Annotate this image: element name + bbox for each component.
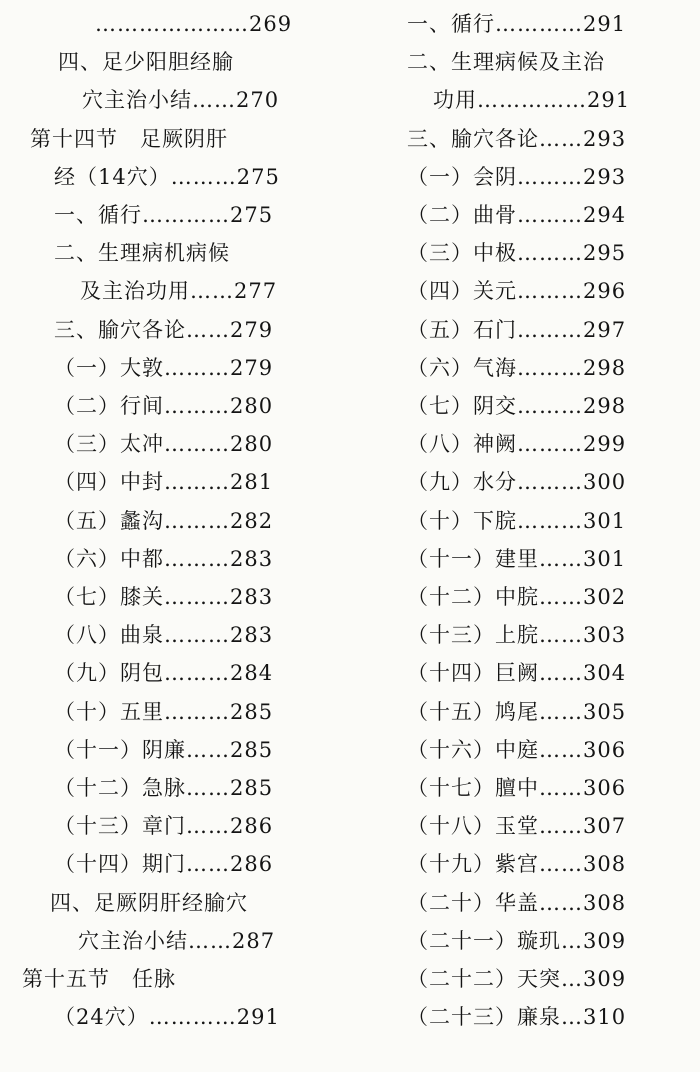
toc-entry bbox=[0, 120, 345, 158]
toc-entry bbox=[0, 158, 345, 196]
toc-entry bbox=[345, 616, 700, 654]
toc-entry-text: 二、生理病候及主治 bbox=[407, 50, 605, 75]
toc-entry-text: （十五）鸠尾……305 bbox=[407, 699, 627, 724]
toc-entry bbox=[0, 654, 345, 692]
toc-entry-text: 及主治功用……277 bbox=[80, 279, 278, 304]
toc-entry bbox=[345, 807, 700, 845]
toc-entry-text: 一、循行…………291 bbox=[407, 12, 627, 36]
toc-entry-text: 四、足少阳胆经腧 bbox=[58, 50, 234, 75]
toc-entry bbox=[345, 5, 700, 43]
toc-entry-text: （十三）上脘……303 bbox=[407, 623, 627, 648]
toc-entry-text: （十二）中脘……302 bbox=[407, 585, 627, 609]
toc-entry bbox=[0, 540, 345, 578]
toc-entry bbox=[345, 43, 700, 81]
toc-entry bbox=[0, 884, 345, 922]
toc-entry bbox=[345, 998, 700, 1036]
toc-entry bbox=[0, 769, 345, 807]
toc-right-column bbox=[345, 0, 700, 1072]
toc-entry-text: （二十二）天突…309 bbox=[407, 967, 627, 991]
toc-entry bbox=[0, 272, 345, 310]
toc-entry bbox=[0, 311, 345, 349]
toc-entry bbox=[345, 158, 700, 196]
toc-entry bbox=[0, 349, 345, 387]
toc-entry bbox=[0, 387, 345, 425]
toc-entry bbox=[345, 120, 700, 158]
toc-entry bbox=[345, 884, 700, 922]
toc-entry-text: （十八）玉堂……307 bbox=[407, 814, 627, 839]
toc-entry bbox=[345, 349, 700, 387]
toc-entry bbox=[345, 845, 700, 883]
toc-entry-text: （六）气海………298 bbox=[407, 355, 627, 380]
toc-entry-text: （七）膝关………283 bbox=[54, 585, 274, 609]
toc-entry bbox=[0, 43, 345, 81]
toc-entry bbox=[0, 5, 345, 43]
toc-entry-text: （十一）阴廉……285 bbox=[54, 737, 274, 762]
toc-entry-text: （十四）期门……286 bbox=[54, 852, 274, 877]
toc-entry-text: （十六）中庭……306 bbox=[407, 737, 627, 762]
toc-entry bbox=[0, 845, 345, 883]
toc-entry-text: （九）阴包………284 bbox=[54, 661, 274, 686]
toc-entry-text: （九）水分………300 bbox=[407, 470, 627, 495]
toc-entry bbox=[345, 234, 700, 272]
toc-entry-text: …………………269 bbox=[95, 12, 293, 36]
toc-left-column bbox=[0, 0, 345, 1072]
toc-entry-text: （七）阴交………298 bbox=[407, 394, 627, 418]
toc-entry-text: 穴主治小结……287 bbox=[78, 928, 276, 953]
toc-entry-text: （十三）章门……286 bbox=[54, 814, 274, 839]
toc-entry-text: （二十三）廉泉…310 bbox=[407, 1005, 627, 1030]
toc-entry-text: 三、腧穴各论……293 bbox=[407, 126, 627, 151]
toc-entry-text: （十九）紫宫……308 bbox=[407, 852, 627, 877]
toc-entry bbox=[345, 693, 700, 731]
toc-entry bbox=[345, 196, 700, 234]
toc-entry bbox=[345, 960, 700, 998]
toc-entry bbox=[0, 578, 345, 616]
toc-entry bbox=[0, 693, 345, 731]
toc-entry bbox=[345, 922, 700, 960]
toc-entry bbox=[345, 502, 700, 540]
toc-entry bbox=[0, 998, 345, 1036]
toc-entry bbox=[345, 654, 700, 692]
toc-entry-text: （二十一）璇玑…309 bbox=[407, 928, 627, 953]
toc-entry-text: （四）中封………281 bbox=[54, 470, 274, 495]
toc-entry-text: 三、腧穴各论……279 bbox=[54, 317, 274, 342]
toc-entry-text: 功用……………291 bbox=[433, 88, 631, 113]
toc-entry bbox=[345, 272, 700, 310]
toc-entry-text: 经（14穴）………275 bbox=[54, 164, 280, 189]
toc-entry bbox=[345, 387, 700, 425]
toc-entry-text: （八）曲泉………283 bbox=[54, 623, 274, 648]
toc-entry bbox=[0, 960, 345, 998]
toc-entry-text: （二）曲骨………294 bbox=[407, 203, 627, 227]
toc-entry-text: 穴主治小结……270 bbox=[82, 88, 280, 113]
toc-entry-text: （五）石门………297 bbox=[407, 317, 627, 342]
toc-entry bbox=[345, 311, 700, 349]
toc-entry bbox=[0, 731, 345, 769]
toc-entry bbox=[345, 540, 700, 578]
toc-entry bbox=[0, 502, 345, 540]
toc-entry-text: 四、足厥阴肝经腧穴 bbox=[50, 890, 248, 915]
toc-entry bbox=[345, 81, 700, 119]
toc-entry-text: （三）中极………295 bbox=[407, 241, 627, 266]
toc-entry bbox=[345, 425, 700, 463]
toc-entry-text: （六）中都………283 bbox=[54, 546, 274, 571]
toc-entry-text: （十七）膻中……306 bbox=[407, 776, 627, 800]
toc-entry-text: （二）行间………280 bbox=[54, 394, 274, 418]
toc-entry-text: 一、循行…………275 bbox=[54, 203, 274, 227]
toc-entry-text: （十四）巨阙……304 bbox=[407, 661, 627, 686]
toc-entry-text: 二、生理病机病候 bbox=[54, 241, 230, 266]
toc-entry bbox=[0, 234, 345, 272]
toc-entry bbox=[0, 425, 345, 463]
toc-entry-text: （三）太冲………280 bbox=[54, 432, 274, 457]
toc-entry-text: （一）大敦………279 bbox=[54, 355, 274, 380]
toc-entry-text: （十一）建里……301 bbox=[407, 546, 627, 571]
toc-entry bbox=[345, 769, 700, 807]
toc-entry bbox=[0, 922, 345, 960]
toc-entry-text: 第十五节 任脉 bbox=[22, 967, 176, 991]
toc-entry-text: （24穴）…………291 bbox=[54, 1005, 280, 1030]
toc-entry-text: （十二）急脉……285 bbox=[54, 776, 274, 800]
toc-entry bbox=[0, 196, 345, 234]
toc-entry-text: （四）关元………296 bbox=[407, 279, 627, 304]
toc-entry bbox=[0, 807, 345, 845]
toc-entry bbox=[0, 616, 345, 654]
toc-entry-text: 第十四节 足厥阴肝 bbox=[30, 126, 228, 151]
toc-entry bbox=[0, 81, 345, 119]
toc-entry bbox=[0, 463, 345, 501]
toc-entry-text: （八）神阙………299 bbox=[407, 432, 627, 457]
toc-entry-text: （十）下脘………301 bbox=[407, 508, 627, 533]
toc-entry-text: （一）会阴………293 bbox=[407, 164, 627, 189]
toc-entry bbox=[345, 463, 700, 501]
toc-entry bbox=[345, 578, 700, 616]
toc-entry-text: （五）蠡沟………282 bbox=[54, 508, 274, 533]
toc-entry-text: （十）五里………285 bbox=[54, 699, 274, 724]
toc-entry-text: （二十）华盖……308 bbox=[407, 890, 627, 915]
toc-entry bbox=[345, 731, 700, 769]
